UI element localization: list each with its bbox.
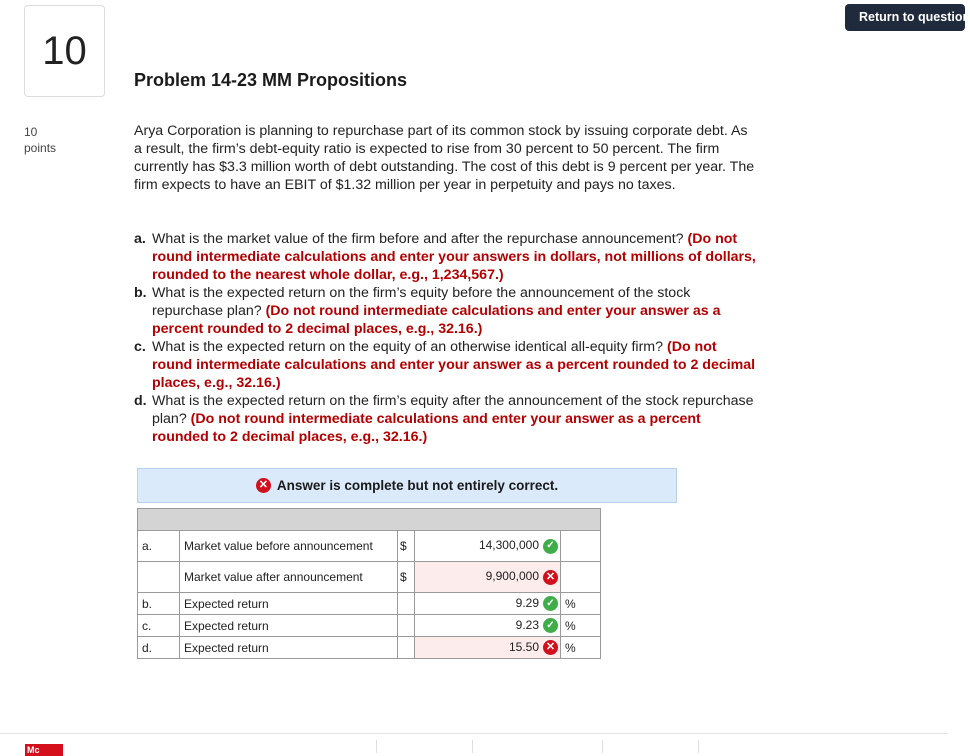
nav-divider — [602, 740, 603, 753]
answer-value[interactable]: 9.29 — [515, 595, 539, 610]
part-text: What is the expected return on the equity of an otherwise identical all-equity firm? — [152, 339, 667, 355]
part-instruction: (Do not round intermediate calculations and enter your answer as a percent rounded to 2 decimal places, e.g., 32.16.) — [152, 411, 701, 445]
part-instruction: (Do not round intermediate calculations and enter your answer as a percent rounded to 2 decimal places, e.g., 32.16.) — [152, 339, 756, 391]
points-label: points — [24, 141, 57, 155]
bottom-navigation-bar — [0, 733, 948, 754]
row-letter: d. — [138, 637, 180, 659]
part-letter: d. — [134, 393, 147, 409]
row-label: Expected return — [180, 637, 398, 659]
feedback-banner — [137, 468, 677, 503]
dollar-prefix — [398, 615, 415, 637]
return-to-question-button[interactable]: Return to question — [845, 4, 965, 31]
x-circle-icon: ✕ — [256, 478, 271, 493]
problem-title: Problem 14-23 MM Propositions — [134, 70, 408, 90]
mcgraw-hill-logo: Mc — [25, 744, 63, 756]
question-part-a — [134, 230, 759, 284]
part-letter: a. — [134, 231, 146, 247]
part-text: What is the market value of the firm before and after the repurchase announcement? — [152, 231, 688, 247]
row-letter — [138, 562, 180, 593]
table-row — [138, 615, 601, 637]
feedback-text: Answer is complete but not entirely correct. — [276, 478, 559, 493]
question-part-d — [134, 392, 759, 446]
nav-divider — [472, 740, 473, 753]
answer-value[interactable]: 9.23 — [515, 617, 539, 632]
nav-divider — [376, 740, 377, 753]
answer-cell[interactable] — [415, 593, 561, 615]
points-info — [24, 124, 56, 156]
part-text: What is the expected return on the firm’s equity before the announcement of the stock repurchase plan? — [152, 285, 691, 319]
row-letter: c. — [138, 615, 180, 637]
question-number: 10 — [42, 28, 87, 73]
row-label: Expected return — [180, 593, 398, 615]
row-label: Market value after announcement — [180, 562, 398, 593]
unit-cell: % — [561, 593, 601, 615]
table-row — [138, 531, 601, 562]
dollar-prefix — [398, 637, 415, 659]
unit-cell: % — [561, 615, 601, 637]
nav-divider — [698, 740, 699, 753]
check-circle-icon: ✓ — [543, 618, 558, 633]
question-number-box — [24, 5, 105, 97]
table-row — [138, 637, 601, 659]
part-letter: b. — [134, 285, 147, 301]
part-letter: c. — [134, 339, 146, 355]
part-instruction: (Do not round intermediate calculations and enter your answers in dollars, not millions of dollars, rounded to the nearest whole dollar, e.g., 1,234,567.) — [152, 231, 756, 283]
dollar-prefix: $ — [398, 562, 415, 593]
table-header-row — [138, 509, 601, 531]
x-circle-icon: ✕ — [543, 570, 558, 585]
part-instruction: (Do not round intermediate calculations and enter your answer as a percent rounded to 2 decimal places, e.g., 32.16.) — [152, 303, 721, 337]
row-letter: a. — [138, 531, 180, 562]
question-part-c — [134, 338, 759, 392]
answer-table — [137, 508, 601, 659]
check-circle-icon: ✓ — [543, 596, 558, 611]
answer-value[interactable]: 9,900,000 — [485, 569, 539, 584]
question-part-b — [134, 284, 759, 338]
row-letter: b. — [138, 593, 180, 615]
problem-intro: Arya Corporation is planning to repurchase part of its common stock by issuing corporate debt. As a result, the firm’s debt-equity ratio is expected to rise from 30 percent to 50 percent. The firm currently has $3.3 million worth of debt outstanding. The cost of this debt is 9 percent per year. The firm expects to have an EBIT of $1.32 million per year in perpetuity and pays no taxes. — [134, 123, 755, 193]
answer-value[interactable]: 14,300,000 — [478, 538, 539, 553]
check-circle-icon: ✓ — [543, 539, 558, 554]
dollar-prefix — [398, 593, 415, 615]
answer-cell[interactable] — [415, 562, 561, 593]
answer-cell[interactable] — [415, 637, 561, 659]
points-value: 10 — [24, 125, 38, 139]
dollar-prefix: $ — [398, 531, 415, 562]
x-circle-icon: ✕ — [543, 640, 558, 655]
table-row — [138, 593, 601, 615]
answer-cell[interactable] — [415, 615, 561, 637]
part-text: What is the expected return on the firm’s equity after the announcement of the stock repurchase plan? — [152, 393, 754, 427]
unit-cell — [561, 562, 601, 593]
answer-cell[interactable] — [415, 531, 561, 562]
unit-cell: % — [561, 637, 601, 659]
row-label: Expected return — [180, 615, 398, 637]
table-row — [138, 562, 601, 593]
row-label: Market value before announcement — [180, 531, 398, 562]
question-parts — [134, 230, 759, 446]
unit-cell — [561, 531, 601, 562]
answer-value[interactable]: 15.50 — [508, 639, 539, 654]
